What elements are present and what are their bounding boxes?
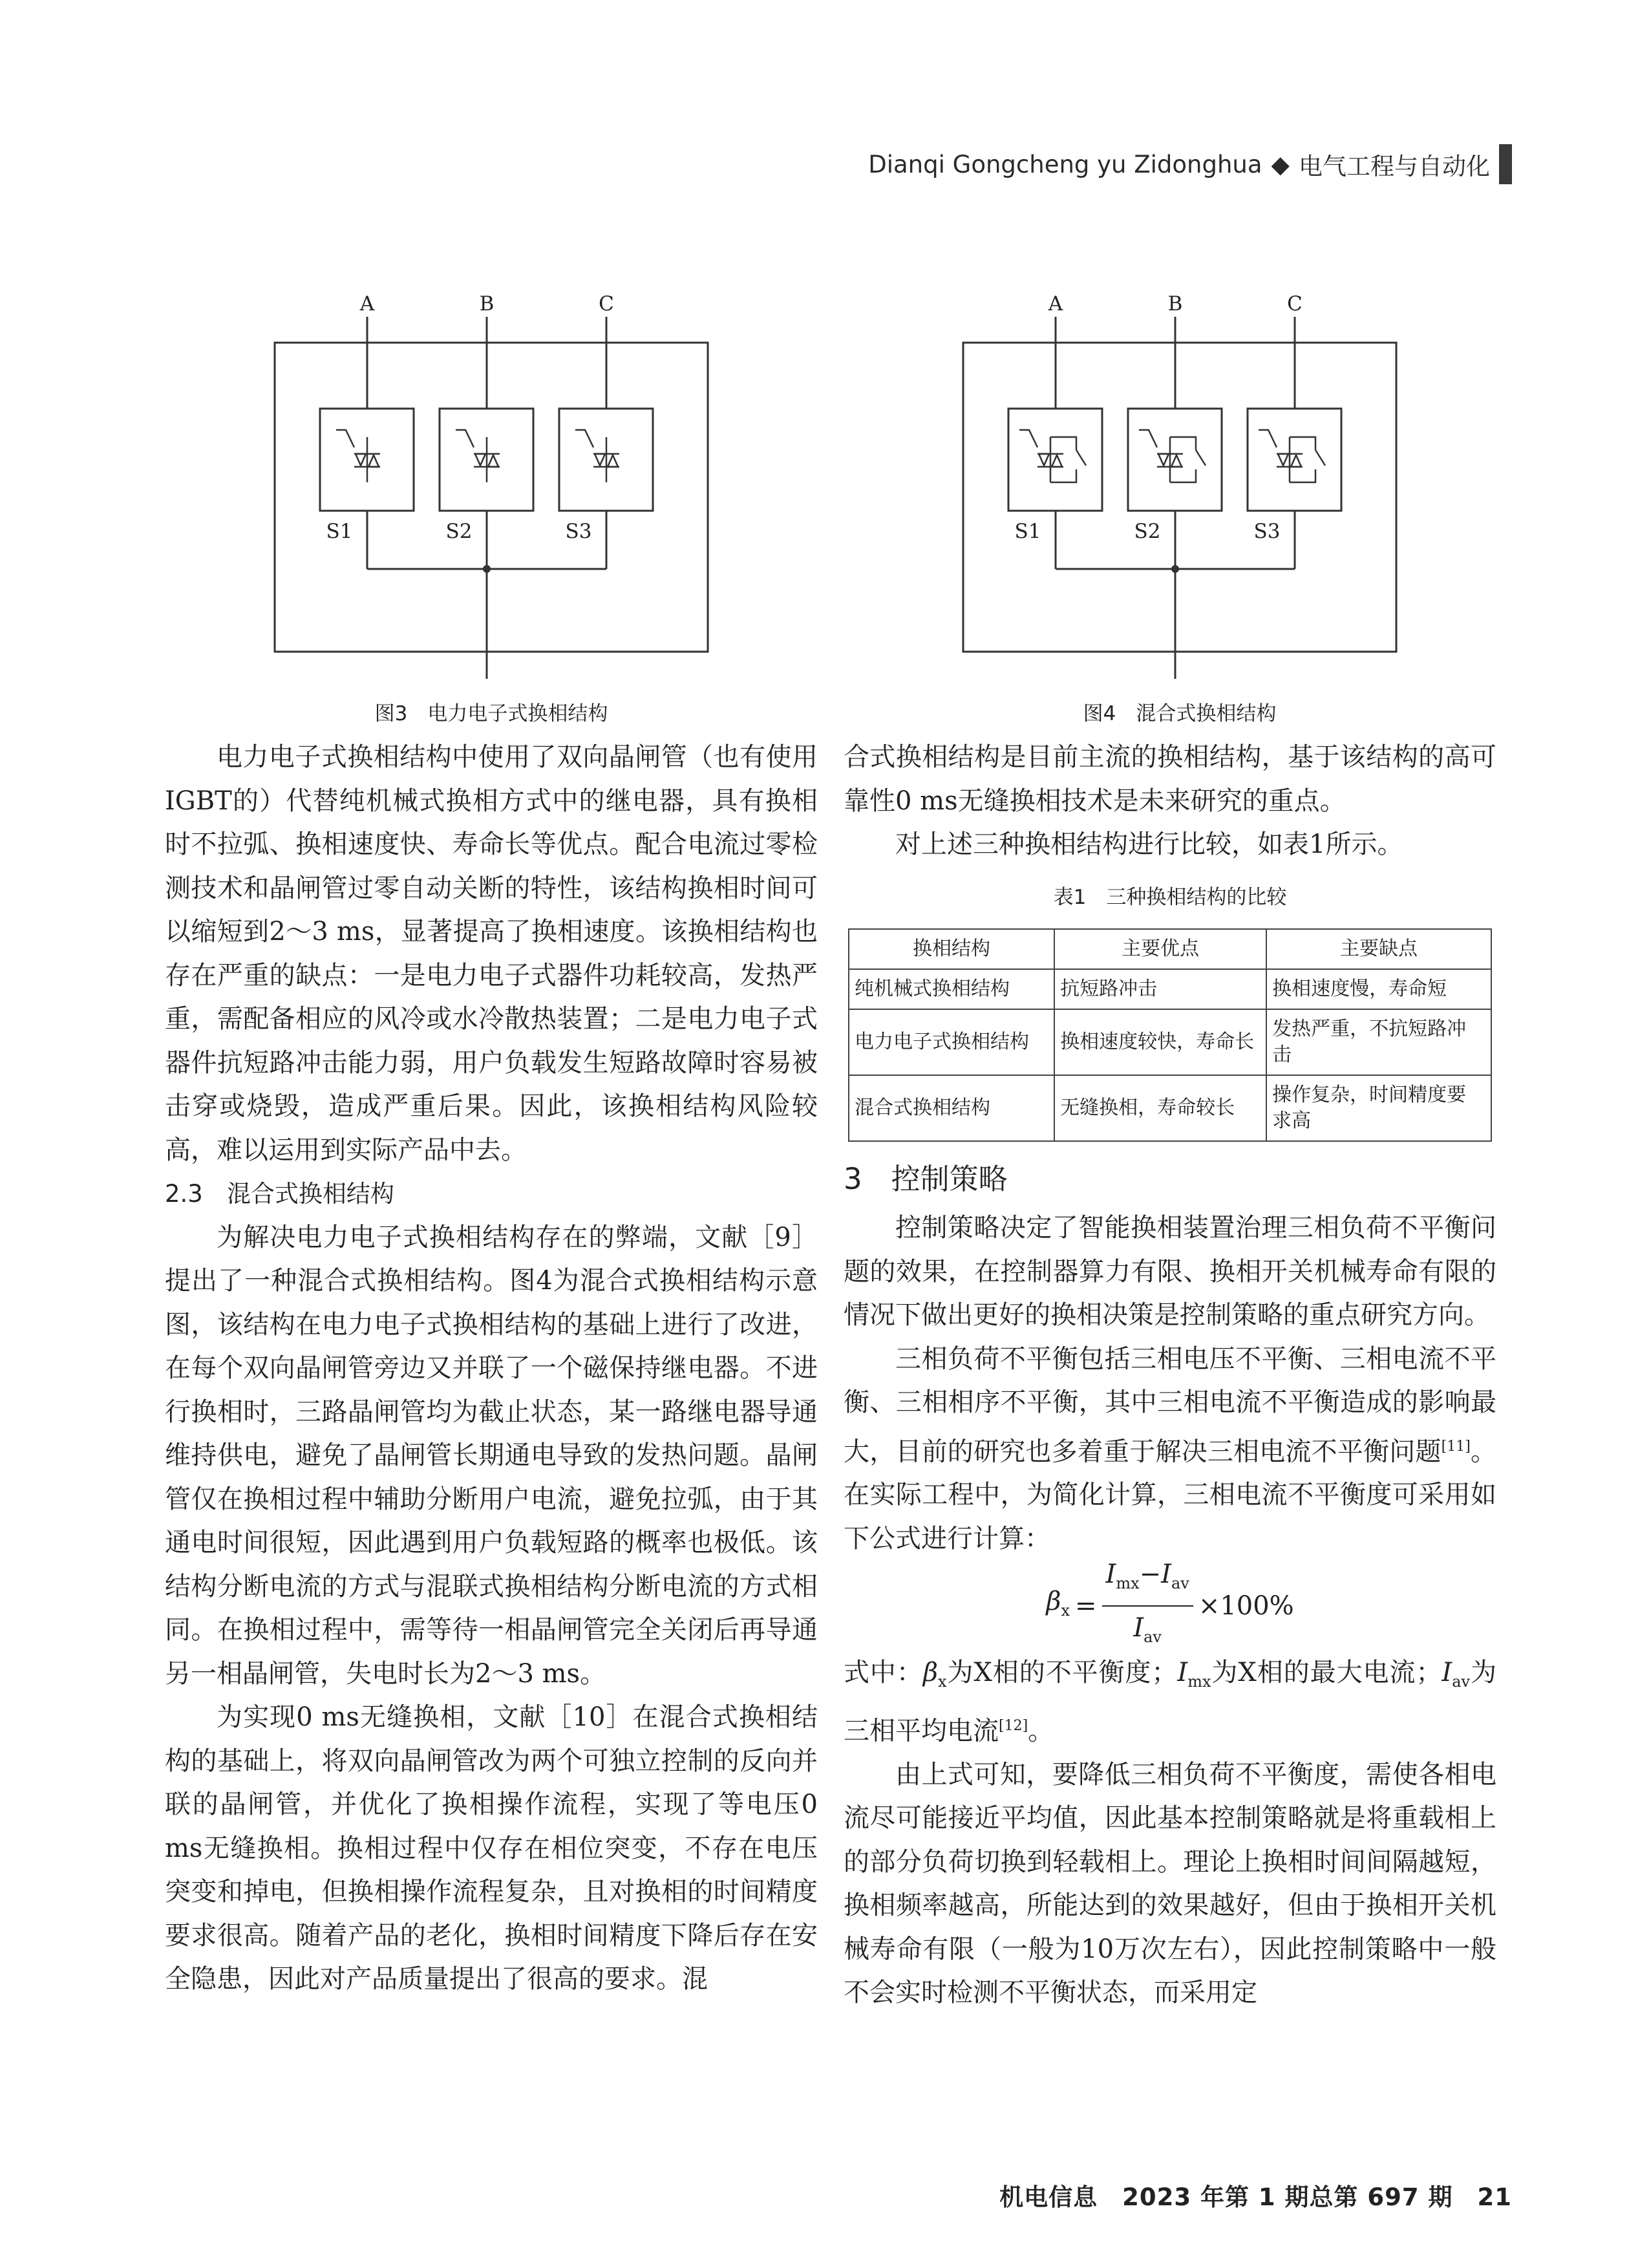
table-cell: 无缝换相，寿命较长 (1054, 1075, 1266, 1141)
figure-3-caption: 图3 电力电子式换相结构 (374, 702, 608, 725)
paragraph: 电力电子式换相结构中使用了双向晶闸管（也有使用IGBT的）代替纯机械式换相方式中的继电器，具有换相时不拉弧、换相速度快、寿命长等优点。配合电流过零检测技术和晶闸管过零自动关断的特性，该结构换相时间可以缩短到2～3 ms，显著提高了换相速度。该换相结构也存在严重的缺点：一是电力电子式器件功耗较高，发热严重，需配备相应的风冷或水冷散热装置；二是电力电子式器件抗短路冲击能力弱，用户负载发生短路故障时容易被击穿或烧毁，造成严重后果。因此，该换相结构风险较高，难以运用到实际产品中去。 (165, 742, 818, 1165)
diamond-icon: ◆ (1271, 150, 1290, 178)
phase-label-a: A (359, 292, 375, 316)
switch-label-s3: S3 (1253, 520, 1281, 543)
comparison-table (848, 928, 1492, 1142)
paragraph: 控制策略决定了智能换相装置治理三相负荷不平衡问题的效果，在控制器算力有限、换相开关机械寿命有限的情况下做出更好的换相决策是控制策略的重点研究方向。 (844, 1213, 1496, 1330)
paragraph-text: 三相负荷不平衡包括三相电压不平衡、三相电流不平衡、三相相序不平衡，其中三相电流不平衡造成的影响最大，目前的研究也多着重于解决三相电流不平衡问题 (844, 1343, 1496, 1466)
table-cell: 抗短路冲击 (1054, 969, 1266, 1009)
left-column (165, 736, 818, 2002)
symbol-sub: x (937, 1673, 947, 1691)
switch-label-s2: S2 (445, 520, 473, 543)
citation-ref: [11] (1441, 1438, 1471, 1455)
formula-iav: I (1161, 1559, 1171, 1589)
formula-beta-sub: x (1061, 1601, 1070, 1620)
table-cell: 发热严重，不抗短路冲击 (1266, 1009, 1491, 1075)
phase-label-b: B (1167, 292, 1183, 316)
figure-4-diagram (947, 284, 1412, 685)
formula-fraction (1102, 1553, 1193, 1660)
formula-minus: − (1139, 1559, 1162, 1589)
text: 。 (1028, 1716, 1054, 1746)
right-column (844, 736, 1496, 2015)
triac-symbol-1 (336, 430, 380, 482)
phase-label-c: C (1287, 292, 1303, 316)
paragraph: 合式换相结构是目前主流的换相结构，基于该结构的高可靠性0 ms无缝换相技术是未来研究的重点。 (844, 742, 1496, 816)
formula-den-sub: av (1144, 1628, 1162, 1647)
symbol-iav: I (1442, 1658, 1452, 1688)
paragraph: 为解决电力电子式换相结构存在的弊端，文献［9］提出了一种混合式换相结构。图4为混合式换相结构示意图，该结构在电力电子式换相结构的基础上进行了改进，在每个双向晶闸管旁边又并联了一个磁保持继电器。不进行换相时，三路晶闸管均为截止状态，某一路继电器导通维持供电，避免了晶闸管长期通电导致的发热问题。晶闸管仅在换相过程中辅助分断用户电流，避免拉弧，由于其通电时间很短，因此遇到用户负载短路的概率也极低。该结构分断电流的方式与混联式换相结构分断电流的方式相同。在换相过程中，需等待一相晶闸管完全关闭后再导通另一相晶闸管，失电时长为2～3 ms。 (165, 1222, 818, 1689)
table-cell: 换相速度慢，寿命短 (1266, 969, 1491, 1009)
table-cell: 换相速度较快，寿命长 (1054, 1009, 1266, 1075)
page-footer: 机电信息 2023 年第 1 期总第 697 期 21 (999, 2183, 1512, 2211)
phase-label-b: B (479, 292, 495, 316)
text: 为三相平均电流 (844, 1658, 1496, 1746)
header-bar-decoration (1499, 144, 1512, 184)
symbol-sub: mx (1187, 1673, 1211, 1691)
formula-den-i: I (1133, 1613, 1144, 1643)
phase-label-c: C (599, 292, 614, 316)
figure-4 (947, 284, 1412, 726)
running-header (868, 144, 1512, 185)
switch-label-s1: S1 (1014, 520, 1041, 543)
formula-equals: = (1074, 1590, 1097, 1621)
journal-pinyin: Dianqi Gongcheng yu Zidonghua (868, 150, 1262, 178)
formula-tail: ×100% (1198, 1590, 1294, 1621)
text: 为X相的最大电流； (1211, 1658, 1442, 1688)
symbol-imx: I (1177, 1658, 1188, 1688)
figure-4-caption: 图4 混合式换相结构 (1083, 702, 1277, 725)
phase-label-a: A (1048, 292, 1063, 316)
paragraph: 为实现0 ms无缝换相，文献［10］在混合式换相结构的基础上，将双向晶闸管改为两个可独立控制的反向并联的晶闸管，并优化了换相操作流程，实现了等电压0 ms无缝换相。换相过程中仅存在相位突变，不存在电压突变和掉电，但换相操作流程复杂，且对换相的时间精度要求很高。随着产品的老化，换相时间精度下降后存在安全隐患，因此对产品质量提出了很高的要求。混 (165, 1702, 818, 1994)
section-heading-3: 3 控制策略 (844, 1162, 1008, 1196)
figure-3 (259, 284, 724, 726)
table-header: 主要优点 (1054, 929, 1266, 969)
formula-imx-sub: mx (1116, 1574, 1140, 1592)
paragraph: 由上式可知，要降低三相负荷不平衡度，需使各相电流尽可能接近平均值，因此基本控制策略就是将重载相上的部分负荷切换到轻载相上。理论上换相时间间隔越短，换相频率越高，所能达到的效果越好，但由于换相开关机械寿命有限（一般为10万次左右），因此控制策略中一般不会实时检测不平衡状态，而采用定 (844, 1759, 1496, 2008)
formula-explanation (844, 1651, 1496, 1753)
formula-lhs (1046, 1580, 1070, 1633)
table-cell: 电力电子式换相结构 (849, 1009, 1054, 1075)
table-cell: 混合式换相结构 (849, 1075, 1054, 1141)
triac-symbol-3 (575, 430, 619, 482)
formula-beta: β (1046, 1586, 1061, 1616)
figure-3-diagram (259, 284, 724, 685)
hybrid-switch-2 (1139, 430, 1206, 482)
citation-ref: [12] (999, 1717, 1028, 1734)
table-row (849, 1075, 1491, 1141)
symbol-beta: β (922, 1658, 938, 1688)
switch-label-s2: S2 (1134, 520, 1161, 543)
table-1-title: 表1 三种换相结构的比较 (1053, 885, 1287, 909)
paragraph (844, 1338, 1496, 1561)
table-header: 换相结构 (849, 929, 1054, 969)
table-row (849, 969, 1491, 1009)
journal-title-cn: 电气工程与自动化 (1299, 153, 1490, 180)
formula-iav-sub: av (1171, 1574, 1189, 1592)
hybrid-switch-1 (1019, 430, 1086, 482)
table-row (849, 1009, 1491, 1075)
table-cell: 纯机械式换相结构 (849, 969, 1054, 1009)
switch-label-s1: S1 (326, 520, 353, 543)
hybrid-switch-3 (1259, 430, 1325, 482)
paragraph-text: 。在实际工程中，为简化计算，三相电流不平衡度可采用如下公式进行计算： (844, 1436, 1497, 1554)
paragraph: 对上述三种换相结构进行比较，如表1所示。 (895, 829, 1403, 859)
unbalance-formula (844, 1559, 1496, 1647)
text: 为X相的不平衡度； (946, 1658, 1178, 1688)
table-cell: 操作复杂，时间精度要求高 (1266, 1075, 1491, 1141)
table-header: 主要缺点 (1266, 929, 1491, 969)
formula-numerator (1102, 1553, 1193, 1607)
triac-symbol-2 (456, 430, 500, 482)
formula-imx: I (1105, 1559, 1116, 1589)
switch-label-s3: S3 (565, 520, 592, 543)
symbol-sub: av (1452, 1673, 1471, 1691)
section-heading-2-3: 2.3 混合式换相结构 (165, 1180, 394, 1208)
table-header-row (849, 929, 1491, 969)
text: 式中： (844, 1658, 923, 1688)
